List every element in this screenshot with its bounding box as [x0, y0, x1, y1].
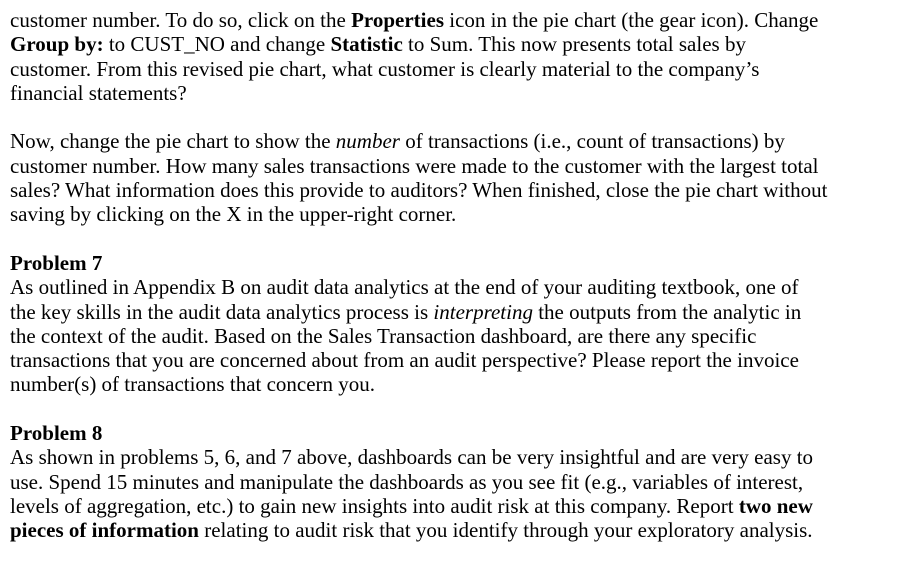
paragraph-gap	[10, 227, 895, 251]
text-run: relating to audit risk that you identify through your exploratory analysis.	[198, 518, 813, 543]
text-run: to CUST_NO and change	[103, 32, 331, 57]
text-line: As shown in problems 5, 6, and 7 above, dashboards can be very insightful and are very easy to	[10, 445, 814, 470]
paragraph-gap	[10, 397, 895, 421]
text-run: the outputs from the analytic in	[532, 299, 802, 324]
bold-term-two-new: two new	[738, 493, 813, 518]
italic-term-number: number	[335, 129, 400, 154]
text-run: customer number. To do so, click on the	[10, 8, 352, 32]
paragraph-pie-chart-sum	[10, 8, 895, 105]
text-run: the key skills in the audit data analytics process is	[10, 299, 434, 324]
bold-term-statistic: Statistic	[330, 32, 403, 57]
problem-7-section	[10, 251, 895, 397]
text-line: number(s) of transactions that concern you.	[10, 372, 376, 397]
text-line: customer number. How many sales transactions were made to the customer with the largest total	[10, 153, 819, 178]
paragraph-gap	[10, 105, 895, 129]
text-line	[10, 32, 895, 56]
text-line	[10, 518, 895, 542]
text-line: As outlined in Appendix B on audit data analytics at the end of your auditing textbook, one of	[10, 275, 799, 300]
problem-7-heading: Problem 7	[10, 250, 103, 275]
text-line	[10, 300, 895, 324]
text-line: use. Spend 15 minutes and manipulate the dashboards as you see fit (e.g., variables of interest,	[10, 469, 804, 494]
italic-term-interpreting: interpreting	[433, 299, 533, 324]
text-line	[10, 8, 895, 32]
text-run: of transactions (i.e., count of transactions) by	[399, 129, 785, 154]
document-page	[10, 8, 895, 543]
bold-term-pieces-of-information: pieces of information	[10, 518, 199, 543]
text-run: to Sum. This now presents total sales by	[402, 32, 746, 57]
text-line: the context of the audit. Based on the Sales Transaction dashboard, are there any specific	[10, 323, 757, 348]
text-run: Now, change the pie chart to show the	[10, 129, 336, 154]
text-run: icon in the pie chart (the gear icon). Change	[444, 8, 819, 32]
text-line: saving by clicking on the X in the upper-right corner.	[10, 202, 457, 227]
text-line	[10, 129, 895, 153]
text-line: financial statements?	[10, 80, 187, 105]
paragraph-pie-chart-count	[10, 129, 895, 226]
text-line: customer. From this revised pie chart, what customer is clearly material to the company’s	[10, 56, 760, 81]
problem-8-heading: Problem 8	[10, 421, 103, 446]
text-run: levels of aggregation, etc.) to gain new insights into audit risk at this company. Report	[10, 493, 739, 518]
text-line: transactions that you are concerned about from an audit perspective? Please report the invoice	[10, 348, 799, 373]
text-line: sales? What information does this provide to auditors? When finished, close the pie chart without	[10, 178, 828, 203]
problem-8-section	[10, 421, 895, 542]
bold-term-properties: Properties	[351, 8, 445, 32]
bold-term-group-by: Group by:	[10, 32, 104, 57]
text-line	[10, 494, 895, 518]
